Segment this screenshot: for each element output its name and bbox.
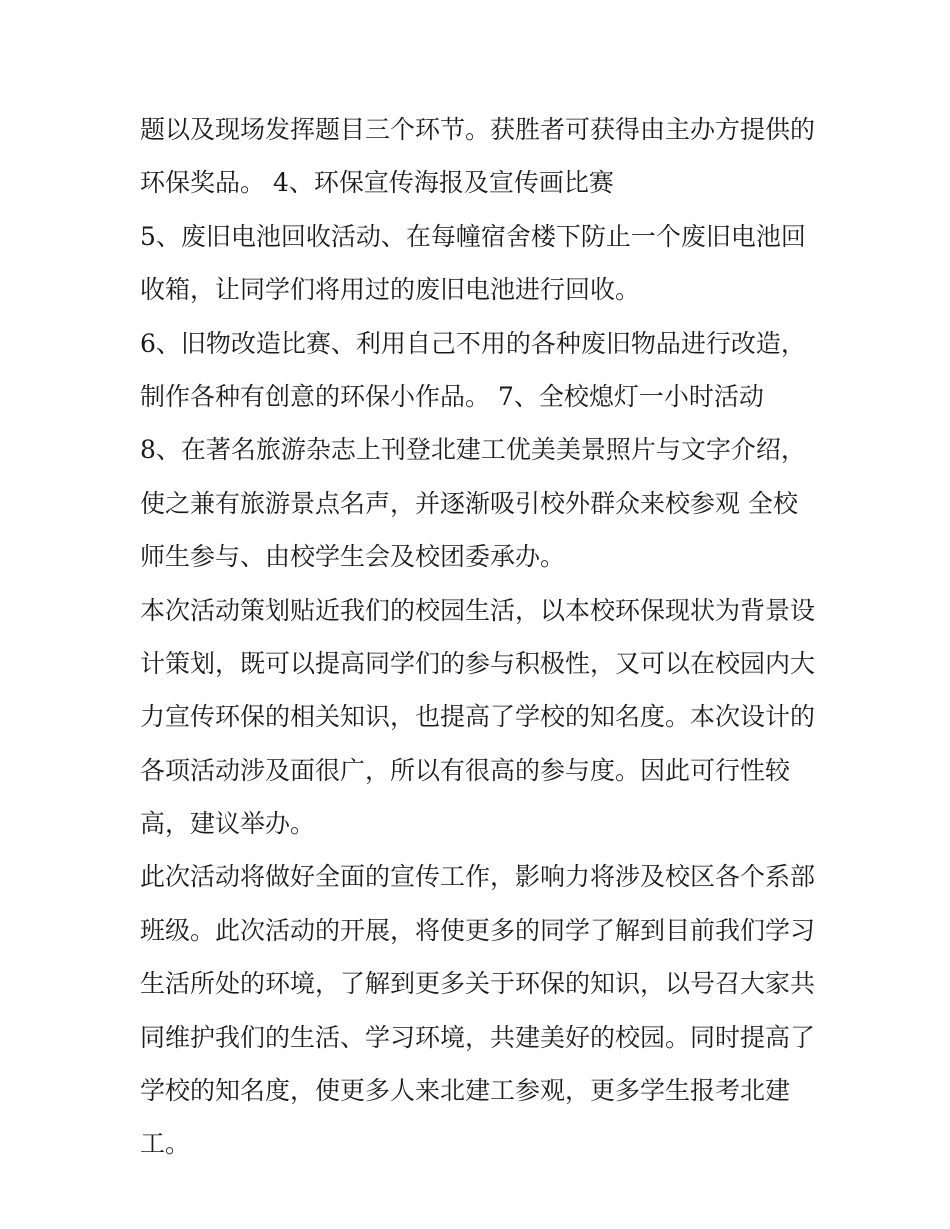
text-line: 本次活动策划贴近我们的校园生活，以本校环保现状为背景设 bbox=[140, 595, 816, 625]
text-line: 此次活动将做好全面的宣传工作，影响力将涉及校区各个系部 bbox=[140, 862, 816, 892]
text-line: 环保奖品。 4、环保宣传海报及宣传画比赛 bbox=[140, 168, 614, 198]
text-line: 各项活动涉及面很广，所以有很高的参与度。因此可行性较 bbox=[140, 755, 791, 785]
text-line: 收箱，让同学们将用过的废旧电池进行回收。 bbox=[140, 275, 641, 305]
text-line: 题以及现场发挥题目三个环节。获胜者可获得由主办方提供的 bbox=[140, 115, 816, 144]
text-line: 高，建议举办。 bbox=[140, 809, 316, 839]
text-line: 力宣传环保的相关知识，也提高了学校的知名度。本次设计的 bbox=[140, 702, 816, 732]
text-line: 师生参与、由校学生会及校团委承办。 bbox=[140, 542, 566, 572]
text-line: 生活所处的环境，了解到更多关于环保的知识，以号召大家共 bbox=[140, 969, 816, 999]
text-line: 使之兼有旅游景点名声，并逐渐吸引校外群众来校参观 全校 bbox=[140, 488, 798, 518]
text-line: 工。 bbox=[140, 1129, 191, 1159]
text-line: 5、废旧电池回收活动、在每幢宿舍楼下防止一个废旧电池回 bbox=[140, 221, 806, 251]
text-line: 同维护我们的生活、学习环境，共建美好的校园。同时提高了 bbox=[140, 1022, 816, 1052]
document-body bbox=[140, 103, 815, 1171]
text-line: 班级。此次活动的开展，将使更多的同学了解到目前我们学习 bbox=[140, 915, 816, 945]
text-line: 8、在著名旅游杂志上刊登北建工优美美景照片与文字介绍， bbox=[140, 435, 806, 465]
text-line: 制作各种有创意的环保小作品。 7、全校熄灯一小时活动 bbox=[140, 381, 764, 411]
text-line: 6、旧物改造比赛、利用自己不用的各种废旧物品进行改造， bbox=[140, 328, 806, 358]
text-line: 计策划，既可以提高同学们的参与积极性，又可以在校园内大 bbox=[140, 648, 816, 678]
text-line: 学校的知名度，使更多人来北建工参观，更多学生报考北建 bbox=[140, 1076, 791, 1106]
